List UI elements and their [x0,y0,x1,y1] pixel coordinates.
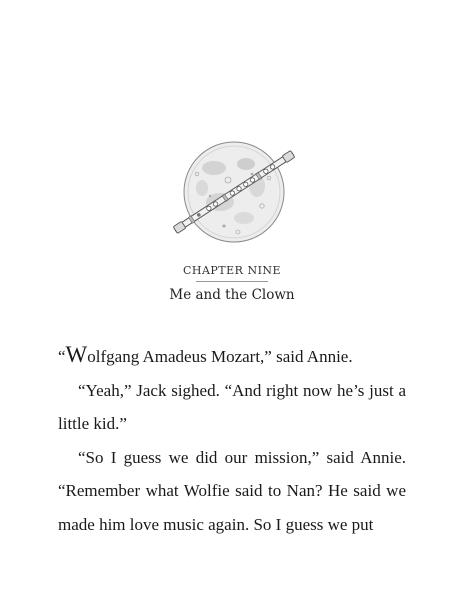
paragraph [58,374,406,441]
chapter-divider [196,281,268,282]
paragraph-text: “Yeah,” Jack sighed. “And right now he’s just a little kid.” [58,380,406,434]
chapter-title: Me and the Clown [169,287,295,303]
paragraph [58,441,406,542]
moon-and-flute-illustration [162,140,312,250]
opening-quote: “ [58,347,66,366]
paragraph [58,340,406,374]
paragraph-text: “So I guess we did our mission,” said Annie. “Remember what Wolfie said to Nan? He said we made him love music again. So I guess we put [58,447,406,534]
chapter-number: CHAPTER NINE [182,264,282,277]
initial-letter: W [65,342,88,367]
chapter-body [58,340,406,542]
paragraph-text: olfgang Amadeus Mozart,” said Annie. [87,347,353,366]
